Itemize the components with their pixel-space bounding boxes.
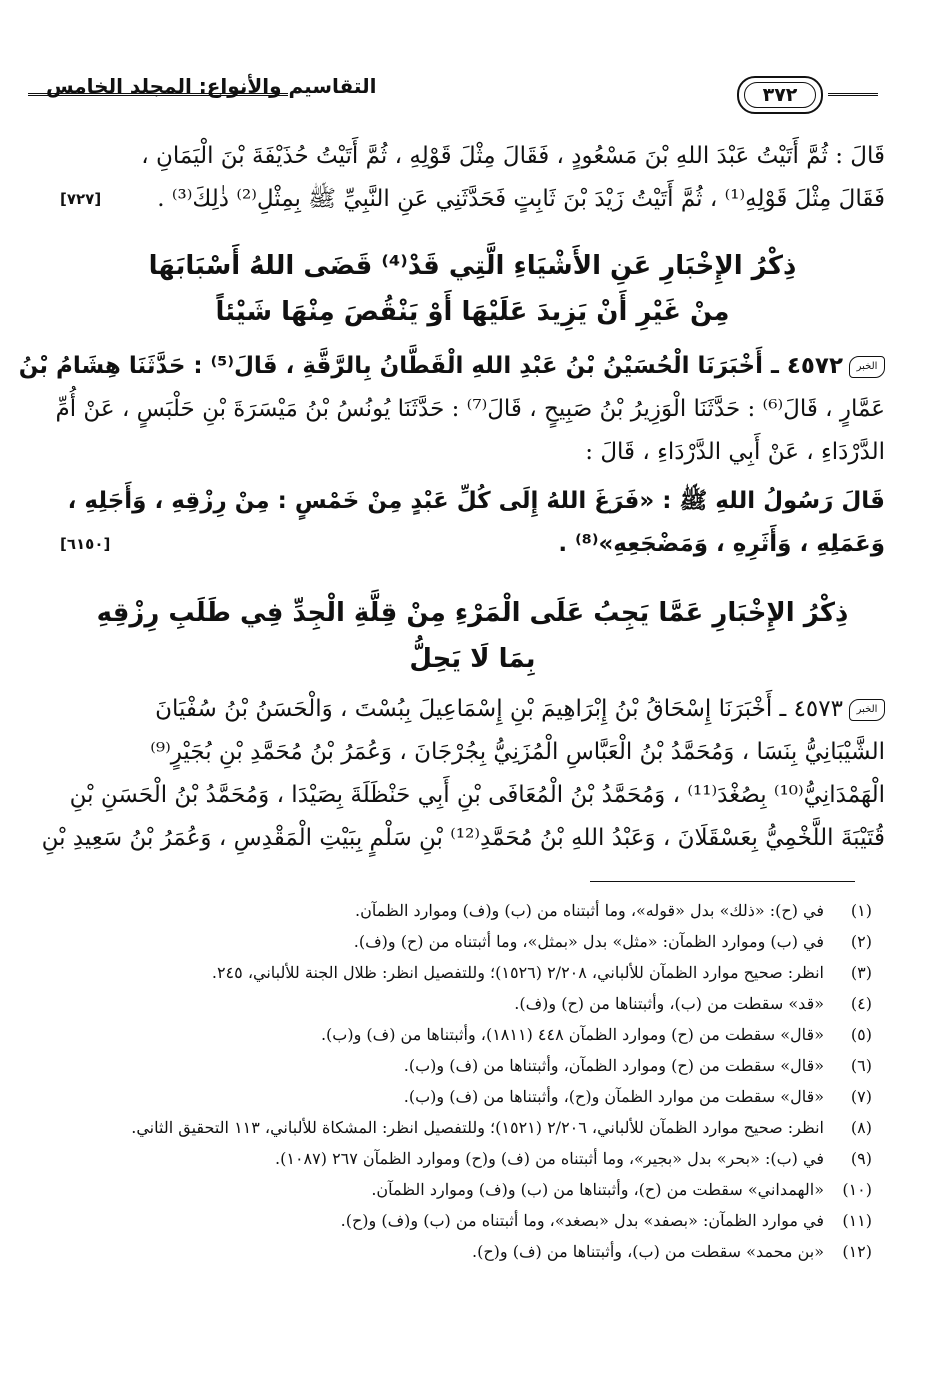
footnote [60, 1019, 872, 1050]
footnote-separator [590, 881, 855, 882]
footnote [60, 1236, 872, 1267]
footnote-text: انظر: صحيح موارد الظمآن للألباني، ٢/٢٠٦ (١٥٢١)؛ وللتفصيل انظر: المشكاة للألباني، ١١٣ التحقيق الثاني. [131, 1118, 824, 1137]
text-line-content: ٤٥٧٣ ـ أَخْبَرَنَا إِسْحَاقُ بْنُ إِبْرَاهِيمَ بْنِ إِسْمَاعِيلَ بِبُسْتَ ، وَالْحَسَنُ بْنُ سُفْيَانَ [155, 696, 843, 722]
footnote-number: (١) [850, 901, 872, 920]
text-line: الدَّرْدَاءِ ، عَنْ أَبِي الدَّرْدَاءِ ، قَالَ : [585, 439, 885, 465]
text-line [18, 345, 885, 388]
text-line-content: ٤٥٧٢ ـ أَخْبَرَنَا الْحُسَيْنُ بْنُ عَبْدِ اللهِ الْقَطَّانُ بِالرَّقَّةِ ، قَالَ⁽⁵⁾ : حَدَّثَنَا هِشَامُ بْنُ [18, 353, 843, 379]
text-line: قُتَيْبَةَ اللَّخْمِيُّ بِعَسْقَلَانَ ، وَعَبْدُ اللهِ بْنُ مُحَمَّدِ⁽¹²⁾ بْنِ سَلْمٍ بِبَيْتِ الْمَقْدِسِ ، وَعُمَرُ بْنُ سَعِيدِ بْنِ [41, 825, 885, 851]
footnote [60, 1205, 872, 1236]
text-line [60, 523, 885, 566]
heading-line: ذِكْرُ الإِخْبَارِ عَنِ الأَشْيَاءِ الَّتِي قَدْ⁽⁴⁾ قَضَى اللهُ أَسْبَابَهَا [148, 251, 797, 281]
footnote-number: (١١) [842, 1211, 872, 1230]
khabar-badge-icon: الخبر [849, 699, 885, 721]
footnote [60, 957, 872, 988]
footnote-text: «بن محمد» سقطت من (ب)، وأثبتناها من (ف) و(ح). [472, 1242, 824, 1261]
footnote [60, 1050, 872, 1081]
text-line-content: وَعَمَلِهِ ، وَأَثَرِهِ ، وَمَضْجَعِهِ»⁽⁸⁾ . [558, 531, 885, 557]
book-title: التقاسيم والأنواع: المجلد الخامس [46, 74, 377, 98]
text-line: الشَّيْبَانِيُّ بِنَسَا ، وَمُحَمَّدُ بْنُ الْعَبَّاسِ الْمُزَنِيُّ بِجُرْجَانَ ، وَعُمَرُ بْنُ مُحَمَّدِ بْنِ بُجَيْرٍ⁽⁹⁾ [150, 739, 885, 765]
footnote-text: في (ب) وموارد الظمآن: «مثل» بدل «بمثل»، وما أثبتناه من (ح) و(ف). [353, 932, 824, 951]
footnote [60, 926, 872, 957]
khabar-badge-icon: الخبر [849, 356, 885, 378]
footnote-text: في (ح): «ذلك» بدل «قوله»، وما أثبتناه من (ب) و(ف) وموارد الظمآن. [355, 901, 824, 920]
chapter-heading-1 [60, 243, 885, 335]
footnote-number: (١٢) [842, 1242, 872, 1261]
footnote-number: (٧) [850, 1087, 872, 1106]
footnote-text: «قال» سقطت من (ح) وموارد الظمآن، وأثبتناها من (ف) و(ب). [403, 1056, 824, 1075]
heading-line: مِنْ غَيْرِ أَنْ يَزِيدَ عَلَيْهَا أَوْ يَنْقُصَ مِنْهَا شَيْئاً [215, 297, 730, 327]
hadith-4573-isnad [41, 688, 885, 860]
footnote [60, 1174, 872, 1205]
text-line [60, 688, 885, 731]
text-line: الْهَمْدَانِيُّ⁽¹⁰⁾ بِصُغْدَ⁽¹¹⁾ ، وَمُحَمَّدُ بْنُ الْمُعَافَى بْنِ أَبِي حَنْظَلَةَ بِصَيْدَا ، وَمُحَمَّدُ بْنُ الْحَسَنِ بْنِ [69, 782, 885, 808]
footnote-number: (٩) [850, 1149, 872, 1168]
footnote-number: (٤) [850, 994, 872, 1013]
page-header [28, 62, 883, 122]
text-line: قَالَ رَسُولُ اللهِ ﷺ : «فَرَغَ اللهُ إِلَى كُلِّ عَبْدٍ مِنْ خَمْسٍ : مِنْ رِزْقِهِ ، وَأَجَلِهِ ، [67, 488, 885, 514]
text-line: قَالَ : ثُمَّ أَتَيْتُ عَبْدَ اللهِ بْنَ مَسْعُودٍ ، فَقَالَ مِثْلَ قَوْلِهِ ، ثُمَّ أَتَيْتُ حُذَيْفَةَ بْنَ الْيَمَانِ ، [141, 143, 885, 169]
page-number: ٣٧٢ [744, 82, 816, 108]
footnote-number: (٢) [850, 932, 872, 951]
footnote-number: (٣) [850, 963, 872, 982]
footnote-text: في (ب): «بحر» بدل «بجير»، وما أثبتناه من (ف) و(ح) وموارد الظمآن ٢٦٧ (١٠٨٧). [275, 1149, 824, 1168]
text-line [60, 178, 885, 221]
footnote-number: (٨) [850, 1118, 872, 1137]
footnote-text: «قال» سقطت من موارد الظمآن و(ح)، وأثبتناها من (ف) و(ب). [403, 1087, 824, 1106]
chapter-heading-2 [60, 590, 885, 682]
footnote [60, 1081, 872, 1112]
text-block-1 [60, 135, 885, 221]
footnotes [60, 895, 872, 1267]
hadith-ref: [٦١٥٠] [60, 535, 111, 553]
footnote-number: (٥) [850, 1025, 872, 1044]
text-line: عَمَّارٍ ، قَالَ⁽⁶⁾ : حَدَّثَنَا الْوَزِيرُ بْنُ صَبِيحٍ ، قَالَ⁽⁷⁾ : حَدَّثَنَا يُونُسُ بْنُ مَيْسَرَةَ بْنِ حَلْبَسٍ ، عَنْ أُمِّ [55, 396, 885, 422]
footnote-text: «قال» سقطت من (ح) وموارد الظمآن ٤٤٨ (١٨١١)، وأثبتناها من (ف) و(ب). [320, 1025, 824, 1044]
footnote [60, 1143, 872, 1174]
footnote-text: «قد» سقطت من (ب)، وأثبتناها من (ح) و(ف). [514, 994, 824, 1013]
hadith-ref: [٧٢٧] [60, 190, 102, 208]
footnote-text: في موارد الظمآن: «بصفد» بدل «بصغد»، وما أثبتناه من (ب) و(ف) و(ح). [340, 1211, 824, 1230]
heading-line: ذِكْرُ الإِخْبَارِ عَمَّا يَجِبُ عَلَى الْمَرْءِ مِنْ قِلَّةِ الْجِدِّ فِي طَلَبِ رِزْقِهِ [96, 598, 849, 628]
hadith-4572-matn [60, 480, 885, 566]
footnote [60, 988, 872, 1019]
footnote [60, 1112, 872, 1143]
text-line-content: فَقَالَ مِثْلَ قَوْلِهِ⁽¹⁾ ، ثُمَّ أَتَيْتُ زَيْدَ بْنَ ثَابِتٍ فَحَدَّثَنِي عَنِ النَّبِيِّ ﷺ بِمِثْلِ⁽²⁾ ذٰلِكَ⁽³⁾ . [157, 186, 885, 212]
footnote-text: «الهمداني» سقطت من (ح)، وأثبتناها من (ب) و(ف) وموارد الظمآن. [371, 1180, 824, 1199]
footnote-number: (١٠) [842, 1180, 872, 1199]
page-number-frame [737, 76, 823, 114]
heading-line: بِمَا لَا يَحِلُّ [409, 644, 536, 674]
footnote [60, 895, 872, 926]
header-rule-right [828, 93, 878, 96]
hadith-4572-isnad [18, 345, 885, 474]
footnote-text: انظر: صحيح موارد الظمآن للألباني، ٢/٢٠٨ (١٥٢٦)؛ وللتفصيل انظر: ظلال الجنة للألباني، ٢٤٥. [211, 963, 824, 982]
footnote-number: (٦) [850, 1056, 872, 1075]
